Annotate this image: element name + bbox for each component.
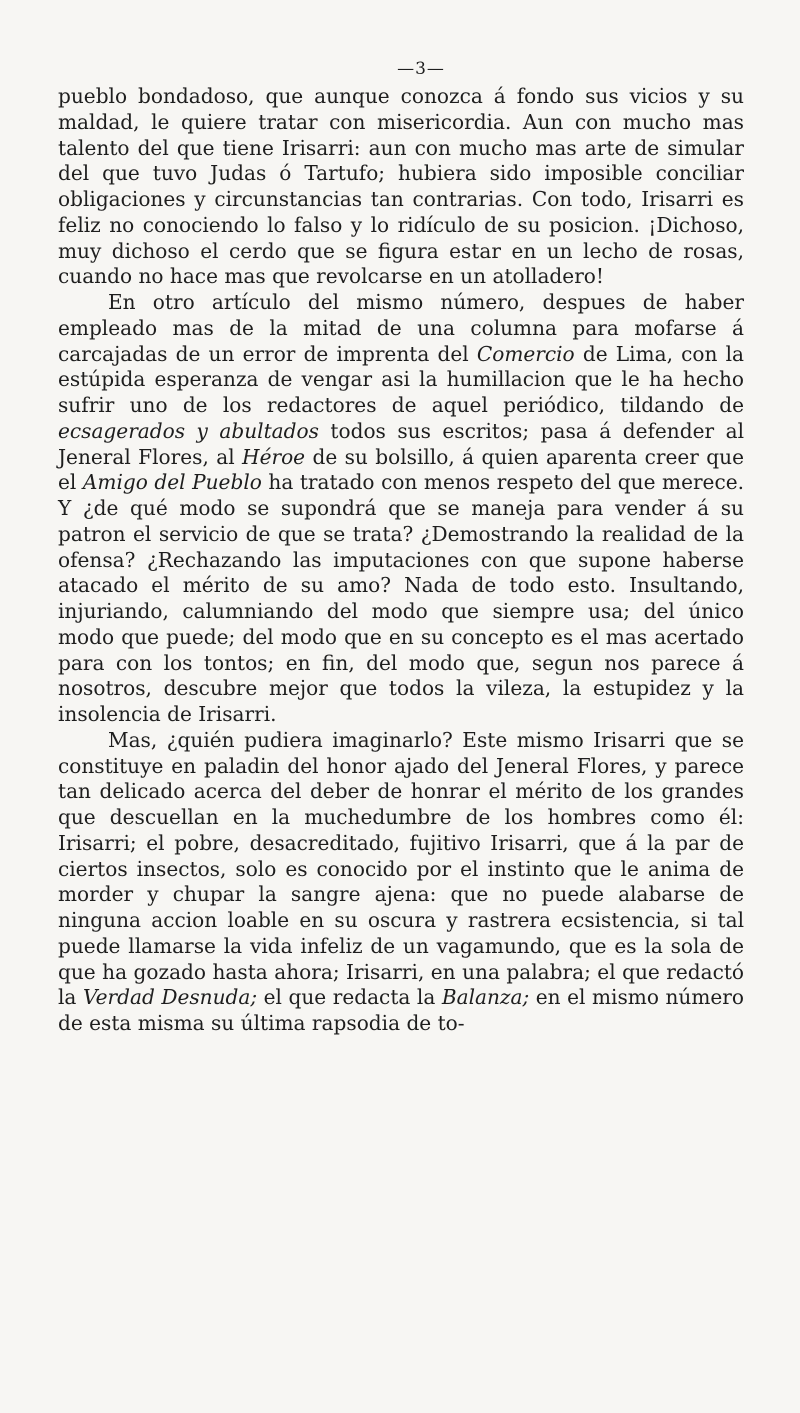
page-number: —3—	[397, 59, 445, 79]
text-segment: en el mismo número de esta misma su última rapsodia de to-	[58, 985, 744, 1035]
italic-title-comercio: Comercio	[476, 341, 575, 366]
body-text	[58, 84, 744, 1037]
text-segment: ha tratado con menos respeto del que merece. Y ¿de qué modo se supondrá que se maneja para vender á su patron el servicio de que se trata? ¿Demostrando la realidad de la ofensa? ¿Rechazando las imputaciones con que supone haberse atacado el mérito de su amo? Nada de todo esto. Insultando, injuriando, calumniando del modo que siempre usa; del único modo que puede; del modo que en su concepto es el mas acertado para con los tontos; en fin, del modo que, segun nos parece á nosotros, descubre mejor que todos la vileza, la estupidez y la insolencia de Irisarri.	[58, 470, 744, 726]
paragraph-1	[58, 84, 744, 290]
italic-word-heroe: Héroe	[242, 444, 306, 469]
text-segment: En otro artículo del mismo número, despues de haber empleado mas de la mitad de una columna para mofarse á carcajadas de un error de imprenta del	[58, 290, 744, 366]
italic-title-balanza: Balanza;	[441, 985, 530, 1010]
book-page	[58, 54, 744, 1037]
italic-phrase-ecsagerados: ecsagerados y abultados	[58, 418, 319, 443]
text-segment: de Lima, con la estúpida esperanza de vengar asi la humillacion que le ha hecho sufrir uno de los redactores de aquel periódico, tildando de	[58, 341, 745, 417]
italic-title-amigo-del-pueblo: Amigo del Pueblo	[82, 470, 262, 495]
text-segment: pueblo bondadoso, que aunque conozca á fondo sus vicios y su maldad, le quiere tratar con misericordia. Aun con mucho mas talento del que tiene Irisarri: aun con mucho mas arte de simular del que tuvo Judas ó Tartufo; hubiera sido imposible conciliar obligaciones y circunstancias tan contrarias. Con todo, Irisarri es feliz no conociendo lo falso y lo ridículo de su posicion. ¡Dichoso, muy dichoso el cerdo que se figura estar en un lecho de rosas, cuando no hace mas que revolcarse en un atolladero!	[58, 84, 744, 289]
text-segment: todos sus escritos; pasa á defender al Jeneral Flores, al	[58, 418, 744, 469]
text-segment: de su bolsillo, á quien aparenta creer que el	[58, 444, 744, 495]
text-segment: Mas, ¿quién pudiera imaginarlo? Este mismo Irisarri que se constituye en paladin del honor ajado del Jeneral Flores, y parece tan delicado acerca del deber de honrar el mérito de los grandes que descuellan en la muchedumbre de los hombres como él: Irisarri; el pobre, desacreditado, fujitivo Irisarri, que á la par de ciertos insectos, solo es conocido por el instinto que le anima de morder y chupar la sangre ajena: que no puede alabarse de ninguna accion loable en su oscura y rastrera ecsistencia, si tal puede llamarse la vida infeliz de un vagamundo, que es la sola de que ha gozado hasta ahora; Irisarri, en una palabra; el que redactó la	[58, 727, 744, 1010]
text-segment: el que redacta la	[257, 985, 442, 1010]
italic-title-verdad-desnuda: Verdad Desnuda;	[82, 985, 258, 1010]
paragraph-3	[58, 728, 744, 1037]
paragraph-2	[58, 290, 744, 728]
